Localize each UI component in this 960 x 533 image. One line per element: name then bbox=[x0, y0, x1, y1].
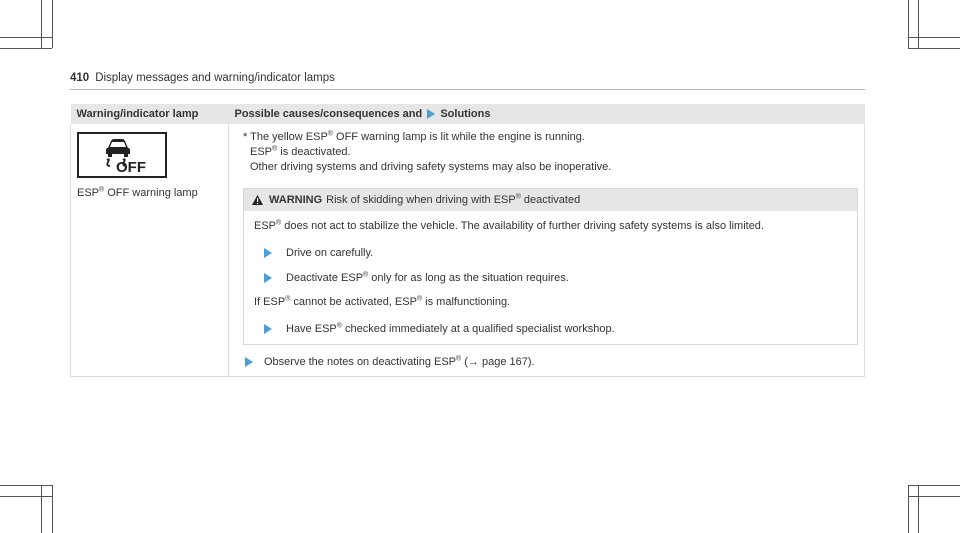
page-reference-link[interactable]: (→ page 167). bbox=[461, 356, 535, 368]
col-header-solutions bbox=[229, 104, 865, 124]
lamp-cell bbox=[71, 124, 229, 377]
crop-mark bbox=[52, 0, 53, 48]
warning-subtitle: Risk of skidding when driving with ESP® deactivated bbox=[326, 193, 581, 206]
esp-off-icon bbox=[77, 132, 167, 178]
crop-mark bbox=[0, 496, 52, 497]
instruction-step: Have ESP® checked immediately at a qualified specialist workshop. bbox=[254, 323, 847, 335]
table-row bbox=[71, 124, 865, 377]
crop-mark bbox=[52, 485, 53, 533]
solutions-cell bbox=[229, 124, 865, 377]
crop-mark bbox=[0, 37, 52, 38]
crop-mark bbox=[918, 0, 919, 48]
page-title: Display messages and warning/indicator lamps bbox=[95, 72, 335, 84]
col-header-lamp: Warning/indicator lamp bbox=[71, 104, 229, 124]
instruction-step: Deactivate ESP® only for as long as the situation requires. bbox=[254, 272, 847, 284]
crop-mark bbox=[41, 0, 42, 48]
observe-step: Observe the notes on deactivating ESP® (→ page 167). bbox=[243, 356, 858, 368]
col-header-solutions-label: Solutions bbox=[440, 108, 491, 120]
warning-header bbox=[244, 189, 857, 211]
arrow-icon bbox=[264, 324, 272, 334]
crop-mark bbox=[908, 37, 960, 38]
lamp-label: ESP® OFF warning lamp bbox=[77, 186, 198, 199]
crop-mark bbox=[918, 485, 919, 533]
crop-mark bbox=[908, 0, 909, 48]
intro-line-3: Other driving systems and driving safety systems may also be inoperative. bbox=[250, 161, 612, 173]
crop-mark bbox=[908, 496, 960, 497]
arrow-icon bbox=[264, 248, 272, 258]
arrow-icon bbox=[245, 357, 253, 367]
arrow-icon bbox=[427, 109, 435, 119]
esp-off-icon-text: OFF bbox=[116, 159, 146, 176]
warning-title: WARNING bbox=[269, 194, 323, 206]
arrow-icon bbox=[264, 273, 272, 283]
warning-triangle-icon bbox=[252, 195, 263, 205]
crop-mark bbox=[908, 485, 909, 533]
crop-mark bbox=[908, 485, 960, 486]
crop-mark bbox=[0, 48, 52, 49]
header-rule bbox=[70, 89, 865, 90]
page-number: 410 bbox=[70, 72, 90, 84]
crop-mark bbox=[908, 48, 960, 49]
warning-body bbox=[244, 211, 857, 344]
page-header bbox=[70, 72, 335, 84]
table-header-row bbox=[71, 104, 865, 124]
crop-mark bbox=[0, 485, 52, 486]
instruction-step: Drive on carefully. bbox=[254, 247, 847, 259]
warning-text: ESP® does not act to stabilize the vehicle. The availability of further driving safety systems is also limited. bbox=[254, 219, 764, 232]
warning-box bbox=[243, 188, 858, 345]
crop-mark bbox=[41, 485, 42, 533]
intro-line-1: * The yellow ESP® OFF warning lamp is lit while the engine is running. bbox=[243, 130, 585, 143]
intro-line-2: ESP® is deactivated. bbox=[250, 145, 351, 158]
warning-lamp-table bbox=[70, 104, 865, 377]
malfunction-text: If ESP® cannot be activated, ESP® is malfunctioning. bbox=[254, 295, 511, 308]
col-header-causes: Possible causes/consequences and bbox=[234, 108, 423, 120]
